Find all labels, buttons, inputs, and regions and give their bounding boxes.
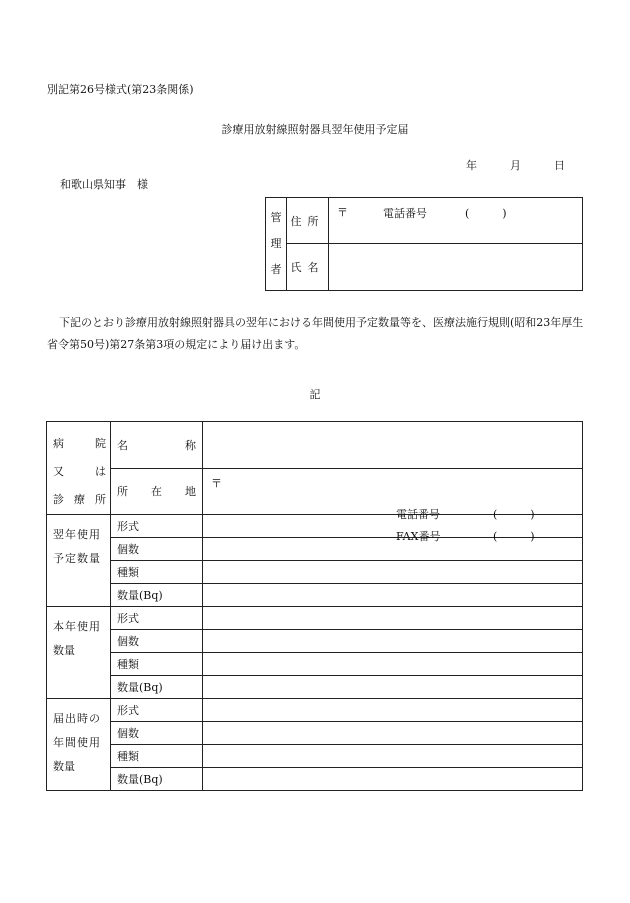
row-field[interactable] xyxy=(203,561,583,584)
manager-group-char: 理 xyxy=(270,237,282,250)
addressee: 和歌山県知事 様 xyxy=(60,178,148,191)
section-label-line: 本年使用 xyxy=(53,620,101,633)
row-label: 個数 xyxy=(111,722,203,745)
manager-address-field[interactable] xyxy=(329,198,583,244)
row-label: 数量(Bq) xyxy=(111,584,203,607)
hospital-label-line: 診 療 所 xyxy=(53,493,106,506)
body-text: 下記のとおり診療用放射線照射器具の翌年における年間使用予定数量等を、医療法施行規則(昭和23年厚生省令第50号)第27条第3項の規定により届け出ます。 xyxy=(47,316,584,351)
row-field[interactable] xyxy=(203,768,583,791)
row-label: 種類 xyxy=(111,745,203,768)
hospital-tel-label: 電話番号 xyxy=(396,507,440,521)
row-label: 個数 xyxy=(111,630,203,653)
section-label-next-year xyxy=(47,515,111,607)
hospital-location-label: 所 在 地 xyxy=(111,468,203,515)
section-label-at-notification xyxy=(47,699,111,791)
section-label-line: 年間使用 xyxy=(53,736,101,749)
row-field[interactable] xyxy=(203,584,583,607)
section-label-line: 翌年使用 xyxy=(53,528,101,541)
row-label: 種類 xyxy=(111,561,203,584)
section-label-line: 予定数量 xyxy=(53,552,101,565)
section-label-line: 数量 xyxy=(53,644,75,657)
section-label-line: 数量 xyxy=(53,760,75,773)
hospital-tel-paren: ( ) xyxy=(493,507,535,521)
row-label: 個数 xyxy=(111,538,203,561)
hospital-location-field[interactable] xyxy=(203,468,583,543)
date-year: 年 xyxy=(466,159,477,172)
manager-name-field[interactable] xyxy=(329,244,583,291)
section-label-line: 届出時の xyxy=(53,712,101,725)
manager-name-label: 氏名 xyxy=(287,244,329,291)
row-label: 数量(Bq) xyxy=(111,676,203,699)
row-label: 形式 xyxy=(111,515,203,538)
manager-group-char: 者 xyxy=(270,263,282,276)
date-month: 月 xyxy=(510,159,521,172)
form-id: 別記第26号様式(第23条関係) xyxy=(47,83,194,96)
manager-group-label xyxy=(266,198,287,291)
row-field[interactable] xyxy=(203,699,583,722)
section-label-this-year xyxy=(47,607,111,699)
date-day: 日 xyxy=(554,159,565,172)
main-table xyxy=(46,421,583,791)
manager-tel-label: 電話番号 xyxy=(383,207,427,220)
row-field[interactable] xyxy=(203,653,583,676)
postal-mark: 〒 xyxy=(211,476,222,490)
row-field[interactable] xyxy=(203,676,583,699)
manager-table xyxy=(265,197,583,291)
row-field[interactable] xyxy=(203,607,583,630)
row-label: 形式 xyxy=(111,607,203,630)
hospital-fax-label: FAX番号 xyxy=(396,529,441,543)
date-line xyxy=(466,157,565,173)
row-label: 数量(Bq) xyxy=(111,768,203,791)
row-field[interactable] xyxy=(203,722,583,745)
form-title: 診療用放射線照射器具翌年使用予定届 xyxy=(221,123,409,136)
postal-mark: 〒 xyxy=(337,206,348,219)
row-label: 種類 xyxy=(111,653,203,676)
hospital-label-line: 又 は xyxy=(53,465,106,478)
manager-group-char: 管 xyxy=(270,211,282,224)
row-field[interactable] xyxy=(203,630,583,653)
hospital-name-label: 名 称 xyxy=(111,422,203,469)
ki-heading: 記 xyxy=(309,388,321,401)
row-field[interactable] xyxy=(203,745,583,768)
hospital-label-line: 病 院 xyxy=(53,437,106,450)
hospital-group-label xyxy=(47,422,111,515)
hospital-name-field[interactable] xyxy=(203,422,583,469)
manager-address-label: 住所 xyxy=(287,198,329,244)
manager-tel-paren: ( ) xyxy=(465,207,507,220)
row-label: 形式 xyxy=(111,699,203,722)
hospital-fax-paren: ( ) xyxy=(493,529,535,543)
